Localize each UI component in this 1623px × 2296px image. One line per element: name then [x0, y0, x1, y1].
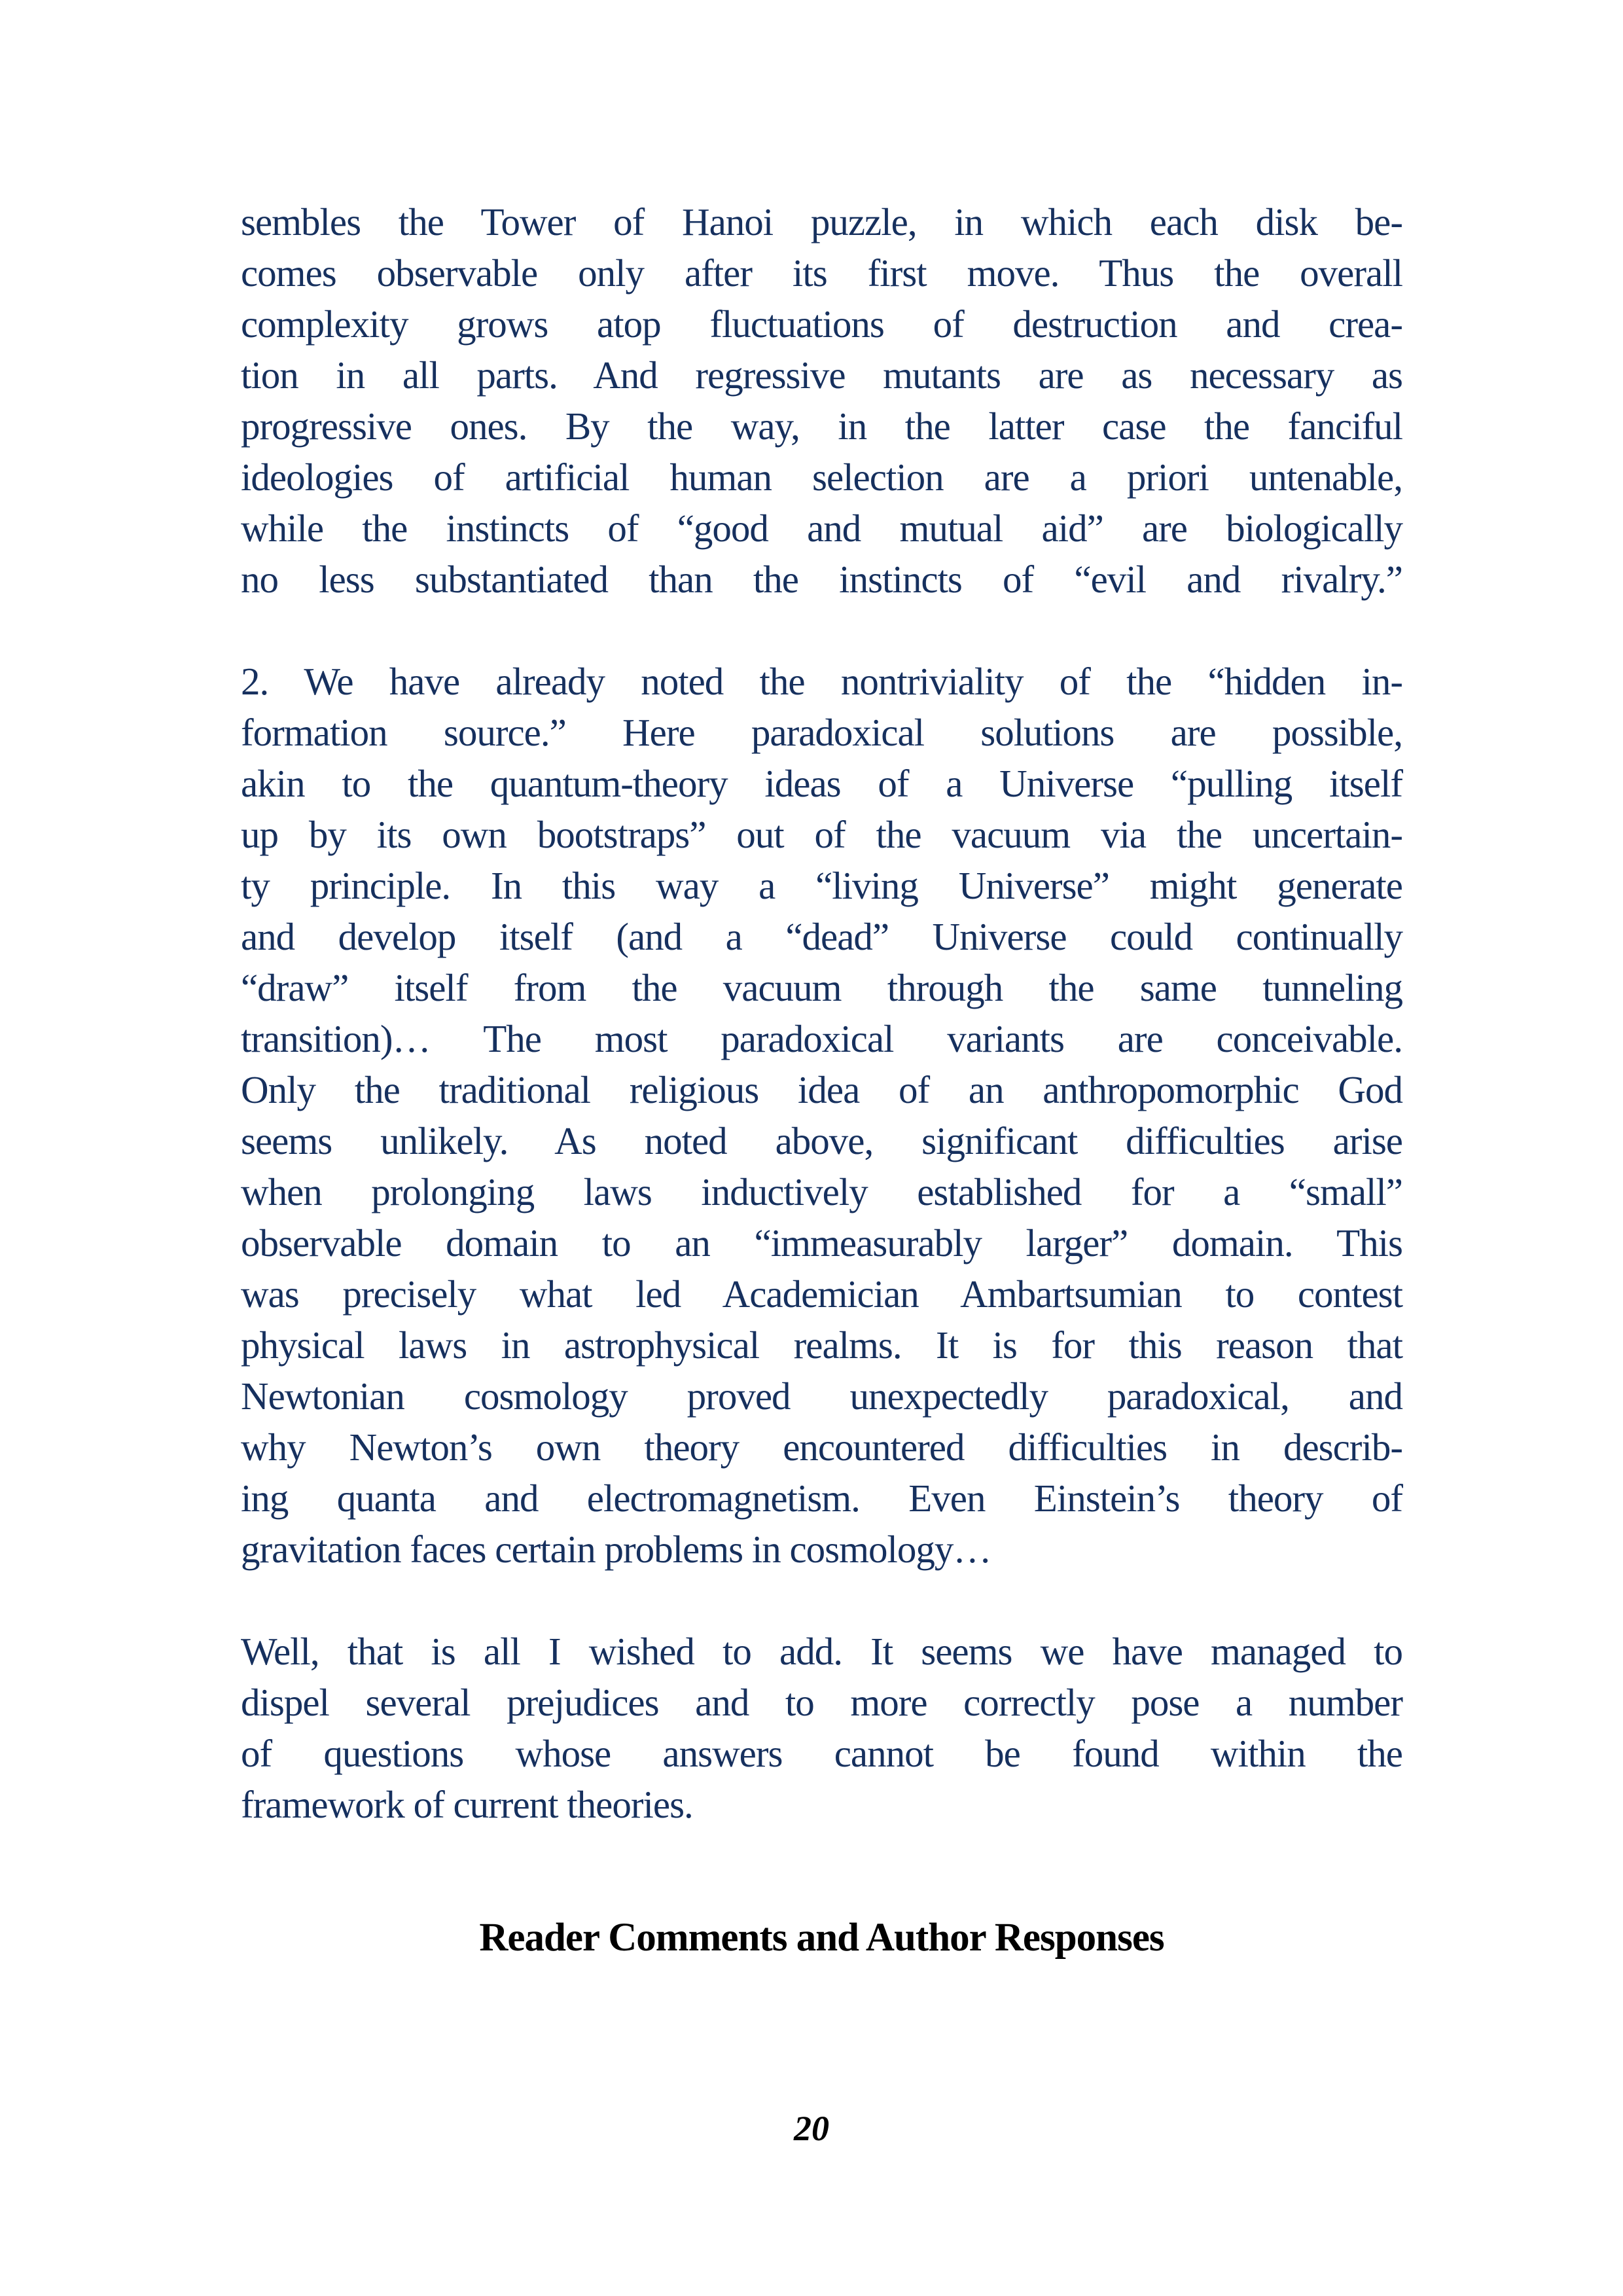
paragraph	[241, 656, 1402, 1575]
text-line: formation source.” Here paradoxical solutions are possible,	[241, 711, 1402, 754]
text-line: of questions whose answers cannot be found within the	[241, 1732, 1402, 1775]
text-line: 2. We have already noted the nontriviality of the “hidden in-	[241, 660, 1402, 703]
body-text-column	[241, 196, 1402, 1881]
text-line: physical laws in astrophysical realms. It is for this reason that	[241, 1323, 1402, 1367]
section-heading: Reader Comments and Author Responses	[479, 1916, 1164, 1960]
text-line: why Newton’s own theory encountered difficulties in describ-	[241, 1426, 1402, 1469]
text-line: when prolonging laws inductively established for a “small”	[241, 1170, 1402, 1213]
text-line: while the instincts of “good and mutual aid” are biologically	[241, 507, 1402, 550]
text-line: akin to the quantum-theory ideas of a Universe “pulling itself	[241, 762, 1402, 805]
text-line: framework of current theories.	[241, 1783, 693, 1826]
text-line: was precisely what led Academician Ambartsumian to contest	[241, 1272, 1402, 1316]
paragraph	[241, 1626, 1402, 1830]
text-line: sembles the Tower of Hanoi puzzle, in which each disk be-	[241, 200, 1402, 243]
text-line: complexity grows atop fluctuations of destruction and crea-	[241, 302, 1402, 346]
text-line: tion in all parts. And regressive mutants are as necessary as	[241, 353, 1402, 397]
text-line: transition)… The most paradoxical variants are conceivable.	[241, 1017, 1402, 1060]
text-line: no less substantiated than the instincts of “evil and rivalry.”	[241, 558, 1402, 601]
text-line: “draw” itself from the vacuum through the same tunneling	[241, 966, 1402, 1009]
page-number: 20	[794, 2109, 829, 2148]
text-line: seems unlikely. As noted above, significant difficulties arise	[241, 1119, 1402, 1162]
text-line: Well, that is all I wished to add. It seems we have managed to	[241, 1630, 1402, 1673]
text-line: dispel several prejudices and to more correctly pose a number	[241, 1681, 1402, 1724]
text-line: comes observable only after its first move. Thus the overall	[241, 251, 1402, 295]
paragraph	[241, 196, 1402, 605]
text-line: and develop itself (and a “dead” Universe could continually	[241, 915, 1402, 958]
text-line: observable domain to an “immeasurably larger” domain. This	[241, 1221, 1402, 1265]
text-line: progressive ones. By the way, in the latter case the fanciful	[241, 404, 1402, 448]
text-line: up by its own bootstraps” out of the vacuum via the uncertain-	[241, 813, 1402, 856]
text-line: ty principle. In this way a “living Universe” might generate	[241, 864, 1402, 907]
text-line: Newtonian cosmology proved unexpectedly paradoxical, and	[241, 1374, 1402, 1418]
text-line: ing quanta and electromagnetism. Even Einstein’s theory of	[241, 1477, 1402, 1520]
text-line: Only the traditional religious idea of an anthropomorphic God	[241, 1068, 1402, 1111]
text-line: ideologies of artificial human selection are a priori untenable,	[241, 456, 1402, 499]
text-line: gravitation faces certain problems in cosmology…	[241, 1528, 991, 1571]
